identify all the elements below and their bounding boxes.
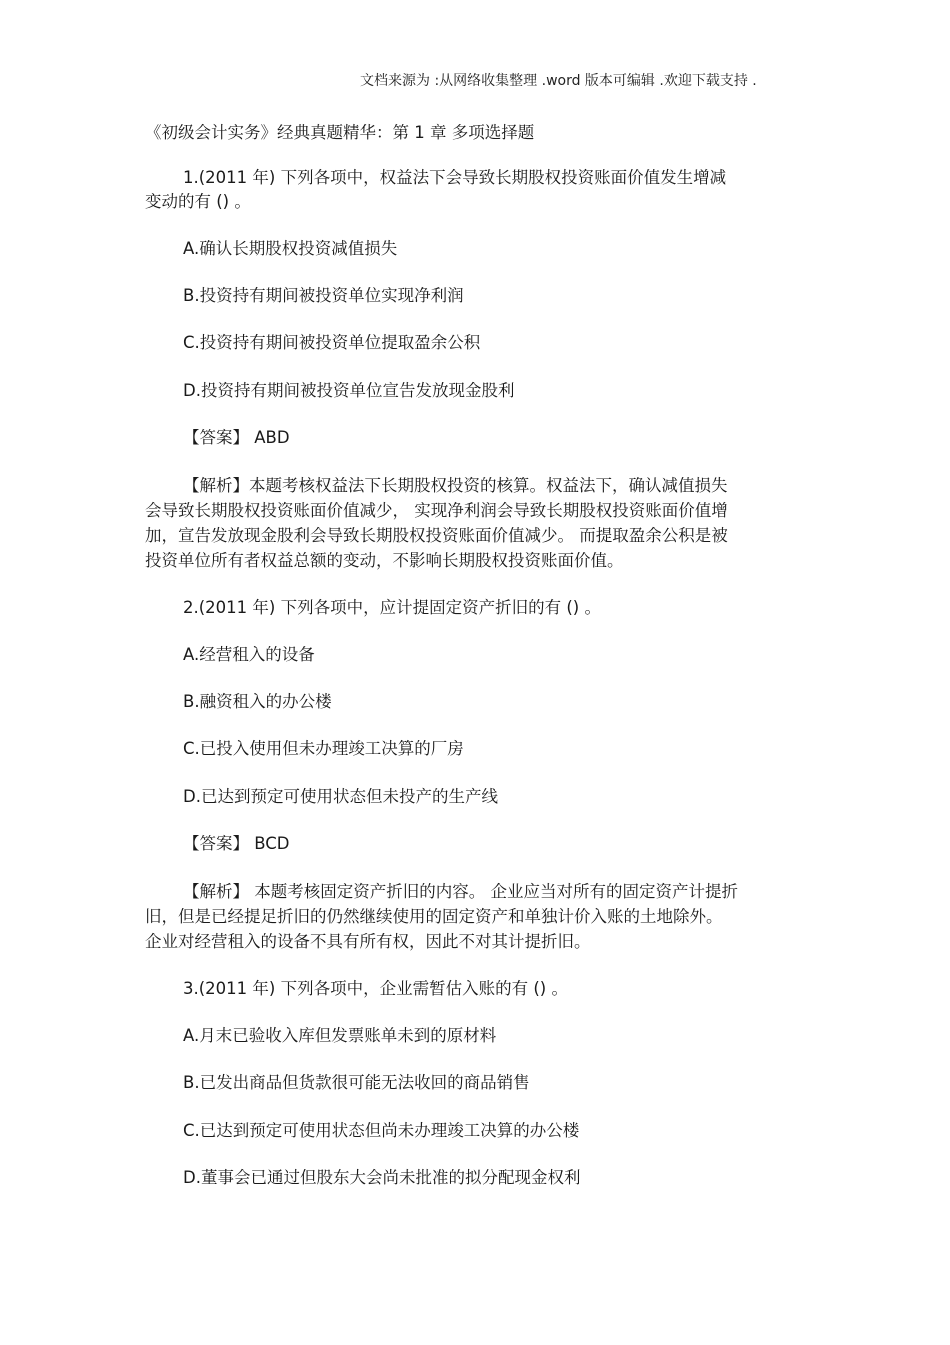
question-1-analysis-line-1: 【解析】本题考核权益法下长期股权投资的核算。权益法下，确认减值损失	[183, 476, 728, 495]
question-2-analysis-line-2: 旧，但是已经提足折旧的仍然继续使用的固定资产和单独计价入账的土地除外。	[145, 907, 723, 926]
question-3-option-d: D.董事会已通过但股东大会尚未批准的拟分配现金权利	[183, 1168, 581, 1187]
question-2-option-a: A.经营租入的设备	[183, 645, 315, 664]
question-3-option-c: C.已达到预定可使用状态但尚未办理竣工决算的办公楼	[183, 1121, 580, 1140]
question-1-analysis-line-3: 加，宣告发放现金股利会导致长期股权投资账面价值减少。 而提取盈余公积是被	[145, 526, 728, 545]
header-note: 文档来源为 :从网络收集整理 .word 版本可编辑 .欢迎下载支持 .	[360, 73, 757, 89]
question-1-option-d: D.投资持有期间被投资单位宣告发放现金股利	[183, 381, 515, 400]
question-2-option-b: B.融资租入的办公楼	[183, 692, 332, 711]
question-1-analysis-line-4: 投资单位所有者权益总额的变动，不影响长期股权投资账面价值。	[145, 551, 624, 570]
question-2-answer: 【答案】 BCD	[183, 834, 290, 853]
question-3-option-a: A.月末已验收入库但发票账单未到的原材料	[183, 1026, 497, 1045]
question-1-stem-line-1: 1.(2011 年) 下列各项中，权益法下会导致长期股权投资账面价值发生增减	[183, 168, 727, 187]
question-1-stem-line-2: 变动的有 () 。	[145, 192, 251, 211]
document-title: 《初级会计实务》经典真题精华：第 1 章 多项选择题	[145, 123, 535, 142]
question-2-analysis-line-3: 企业对经营租入的设备不具有所有权，因此不对其计提折旧。	[145, 932, 591, 951]
question-2-stem-line-1: 2.(2011 年) 下列各项中，应计提固定资产折旧的有 () 。	[183, 598, 601, 617]
question-3-stem-line-1: 3.(2011 年) 下列各项中，企业需暂估入账的有 () 。	[183, 979, 568, 998]
question-2-analysis-line-1: 【解析】 本题考核固定资产折旧的内容。 企业应当对所有的固定资产计提折	[183, 882, 738, 901]
question-2-option-c: C.已投入使用但未办理竣工决算的厂房	[183, 739, 464, 758]
question-1-option-a: A.确认长期股权投资减值损失	[183, 239, 398, 258]
question-3-option-b: B.已发出商品但货款很可能无法收回的商品销售	[183, 1073, 530, 1092]
question-2-option-d: D.已达到预定可使用状态但未投产的生产线	[183, 787, 498, 806]
question-1-option-c: C.投资持有期间被投资单位提取盈余公积	[183, 333, 481, 352]
question-1-option-b: B.投资持有期间被投资单位实现净利润	[183, 286, 464, 305]
question-1-answer: 【答案】 ABD	[183, 428, 290, 447]
question-1-analysis-line-2: 会导致长期股权投资账面价值减少， 实现净利润会导致长期股权投资账面价值增	[145, 501, 728, 520]
